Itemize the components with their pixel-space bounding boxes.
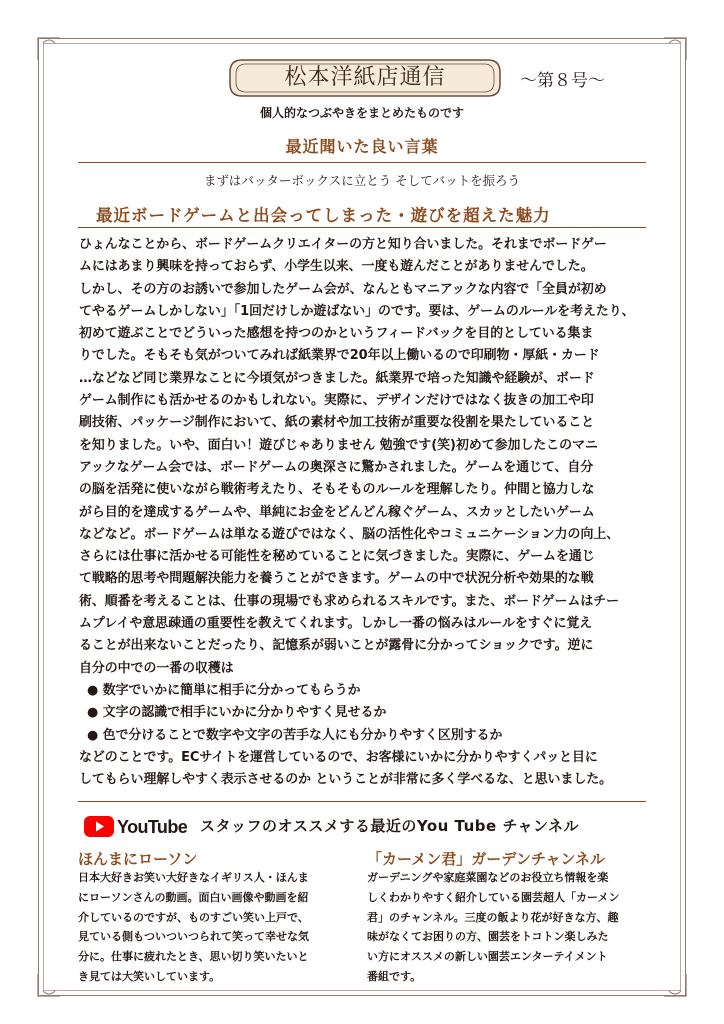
article-line: などなど。ボードゲームは単なる遊びではなく、脳の活性化やコミュニケーション力の向上、 (79, 526, 620, 542)
article-line: 刷技術、パッケージ制作において、紙の素材や加工技術が重要な役割を果たしていること (79, 415, 595, 431)
corner-ornament-top-left (30, 30, 70, 70)
channel-description-line: 味がなくてお困りの方、園芸をトコトン楽しみた (367, 930, 609, 944)
youtube-logo-text: YouTube (117, 817, 188, 837)
article-line: アックなゲーム会では、ボードゲームの奥深さに驚かされました。ゲームを通じて、自分 (79, 459, 594, 475)
article-line: さらには仕事に活かせる可能性を秘めていることに気づきました。実際に、ゲームを通じ (79, 549, 595, 565)
channel-description-line: 番組です。 (367, 969, 422, 983)
section-divider (78, 227, 646, 228)
newsletter-subtitle: 個人的なつぶやきをまとめたものです (259, 106, 464, 120)
section-heading-board-games: 最近ボードゲームと出会ってしまった・遊びを超えた魅力 (96, 206, 551, 225)
bullet-item: ● 色で分けることで数字や文字の苦手な人にも分かりやすく区別するか (87, 727, 503, 743)
channel-description-line: 日本大好きお笑い大好きなイギリス人・ほんま (78, 871, 309, 884)
article-line: がら目的を達成するゲームや、単純にお金をどんどん稼ぐゲーム、スカッとしたいゲーム (79, 504, 595, 520)
youtube-section-heading: スタッフのオススメする最近のYou Tube チャンネル (200, 817, 580, 835)
article-line: 術、順番を考えることは、仕事の現場でも求められるスキルです。また、ボードゲームはチー (79, 593, 619, 609)
channel-title-carmen: 「カーメン君」ガーデンチャンネル (367, 850, 606, 868)
channel-description-line: 見ている側もついついつられて笑って幸せな気 (78, 930, 309, 944)
article-line: の脳を活発に使いながら戦術考えたり、そもそものルールを理解したり。仲間と協力しな (79, 482, 595, 498)
article-line: て戦略的思考や問題解決能力を養うことができます。ゲームの中で状況分析や効果的な戦 (79, 571, 594, 587)
article-line: を知りました。いや、面白い！遊びじゃありません 勉強です(笑)初めて参加したこのマニ (79, 437, 598, 453)
channel-description-line: しくわかりやすく紹介している園芸超人「カーメン (367, 890, 620, 904)
corner-ornament-top-right (654, 30, 694, 70)
youtube-logo (84, 815, 189, 837)
article-line: などのことです。ECサイトを運営しているので、お客様にいかに分かりやすくパッと目に (79, 749, 598, 765)
article-line: ひょんなことから、ボードゲームクリエイターの方と知り合いました。それまでボードゲー (79, 237, 607, 252)
newsletter-title: 松本洋紙店通信 (284, 65, 446, 90)
article-line: 自分の中での一番の収穫は (79, 660, 234, 676)
channel-description-line: き見ては大笑いしています。 (78, 969, 221, 983)
channel-title-lawson: ほんまにローソン (78, 850, 198, 868)
issue-number: 〜第８号〜 (520, 71, 605, 91)
corner-ornament-bottom-right (654, 964, 694, 1004)
channel-description-carmen (367, 868, 657, 987)
article-line: ムにはあまり興味を持っておらず、小学生以来、一度も遊んだことがありませんでした。 (79, 259, 594, 275)
channel-description-line: い方にオススメの新しい園芸エンターテイメント (367, 950, 608, 964)
article-line: ムプレイや意思疎通の重要性を教えてくれます。しかし一番の悩みはルールをすぐに覚え (79, 616, 593, 632)
corner-ornament-bottom-left (30, 964, 70, 1004)
section-divider (78, 162, 646, 163)
article-line: …などなど同じ業界なことに今頃気がつきました。紙業界で培った知識や経験が、ボード (79, 370, 595, 386)
article-line: りでした。そもそも気がついてみれば紙業界で20年以上働いるので印刷物・厚紙・カード (79, 348, 600, 364)
article-line: 初めて遊ぶことでどういった感想を持つのかというフィードバックを目的としている集ま (79, 326, 594, 342)
article-body (79, 234, 649, 791)
article-line: してもらい理解しやすく表示させるのか ということが非常に多く学べるな、と思いました。 (79, 772, 613, 788)
section-heading-good-words: 最近聞いた良い言葉 (285, 137, 439, 156)
channel-description-line: 介しているのですが、ものすごい笑い上戸で、 (78, 910, 309, 924)
channel-description-line: にローソンさんの動画。面白い画像や動画を紹 (78, 890, 309, 904)
channel-description-line: 分に。仕事に疲れたとき、思い切り笑いたいと (78, 950, 309, 964)
bullet-item: ● 文字の認識で相手にいかに分かりやすく見せるか (87, 705, 387, 721)
channel-description-line: ガーデニングや家庭菜園などのお役立ち情報を楽 (367, 871, 609, 884)
section-divider (78, 801, 646, 802)
bullet-item: ● 数字でいかに簡単に相手に分かってもらうか (87, 682, 361, 698)
article-line: ゲーム制作にも活かせるのかもしれない。実際に、デザインだけではなく抜きの加工や印 (79, 393, 594, 409)
quote-text: まずはバッターボックスに立とう そしてバットを振ろう (203, 173, 521, 188)
channel-description-lawson (78, 868, 368, 987)
article-line: ることが出来ないことだったり、記憶系が弱いことが露骨に分かってショックです。逆に (79, 638, 594, 654)
article-line: てやるゲームしかしない」「1回だけしか遊ばない」のです。要は、ゲームのルールを考えたり、 (79, 303, 635, 319)
article-line: しかし、その方のお誘いで参加したゲーム会が、なんともマニアックな内容で「全員が初め (79, 281, 607, 297)
channel-description-line: 君」のチャンネル。三度の飯より花が好きな方、趣 (367, 910, 619, 924)
